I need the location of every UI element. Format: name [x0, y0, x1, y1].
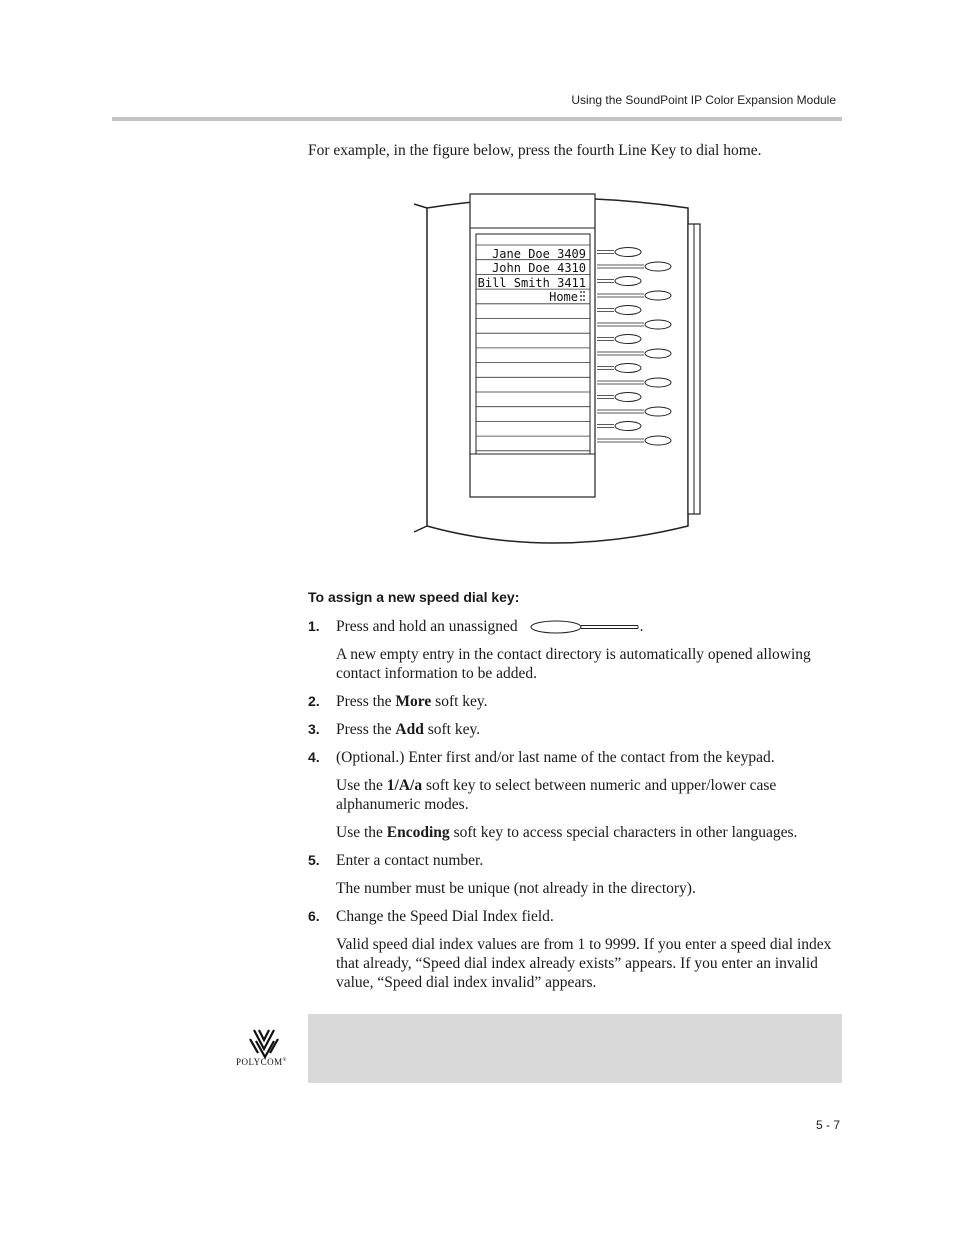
step-4-detail-b: Use the Encoding soft key to access special characters in other languages.	[336, 824, 798, 841]
expansion-module-figure	[410, 188, 710, 563]
step-number: 3.	[308, 721, 320, 737]
step-number: 2.	[308, 693, 320, 709]
intro-text: For example, in the figure below, press the fourth Line Key to dial home.	[308, 142, 762, 159]
polycom-wordmark: POLYCOM®	[236, 1057, 287, 1067]
step-number: 5.	[308, 852, 320, 868]
soft-key-name: 1/A/a	[386, 777, 423, 794]
screen-line-2: John Doe 4310	[492, 261, 586, 275]
screen-line-4: Home	[549, 290, 578, 304]
note-box	[308, 1014, 842, 1083]
line-key-icon	[528, 619, 640, 635]
step-1-detail: A new empty entry in the contact directory is automatically opened allowing contact information to be added.	[336, 646, 811, 682]
step-text: Enter a contact number.	[336, 852, 484, 869]
step-number: 4.	[308, 749, 320, 765]
step-text: Press the	[336, 693, 396, 710]
step-text: Press and hold an unassigned	[336, 618, 518, 635]
expansion-module-drawing	[410, 188, 710, 558]
step-text: Press the	[336, 721, 396, 738]
step-number: 1.	[308, 618, 320, 634]
header-rule	[112, 117, 842, 121]
page-number: 5 - 7	[815, 1118, 840, 1132]
step-text-end: soft key.	[431, 693, 488, 710]
running-header: Using the SoundPoint IP Color Expansion Module	[571, 93, 836, 107]
step-5-detail: The number must be unique (not already in the directory).	[336, 880, 696, 897]
soft-key-name: Encoding	[386, 824, 450, 841]
screen-line-1: Jane Doe 3409	[492, 247, 586, 261]
step-text-end: soft key.	[423, 721, 481, 738]
step-4-detail-a: Use the 1/A/a soft key to select between numeric and upper/lower case alphanumeric modes.	[336, 777, 777, 813]
soft-key-name: More	[395, 693, 432, 710]
soft-key-name: Add	[395, 721, 424, 738]
step-text-end: .	[639, 618, 644, 635]
step-number: 6.	[308, 908, 320, 924]
step-text: Change the Speed Dial Index field.	[336, 908, 554, 925]
section-heading: To assign a new speed dial key:	[308, 589, 520, 605]
step-text: (Optional.) Enter first and/or last name of the contact from the keypad.	[336, 749, 775, 766]
screen-line-3: Bill Smith 3411	[477, 276, 586, 290]
step-6-detail: Valid speed dial index values are from 1 to 9999. If you enter a speed dial index that already, “Speed dial index already exists” appears. If you enter an invalid value, “Speed dial index invalid” appears.	[336, 936, 832, 991]
